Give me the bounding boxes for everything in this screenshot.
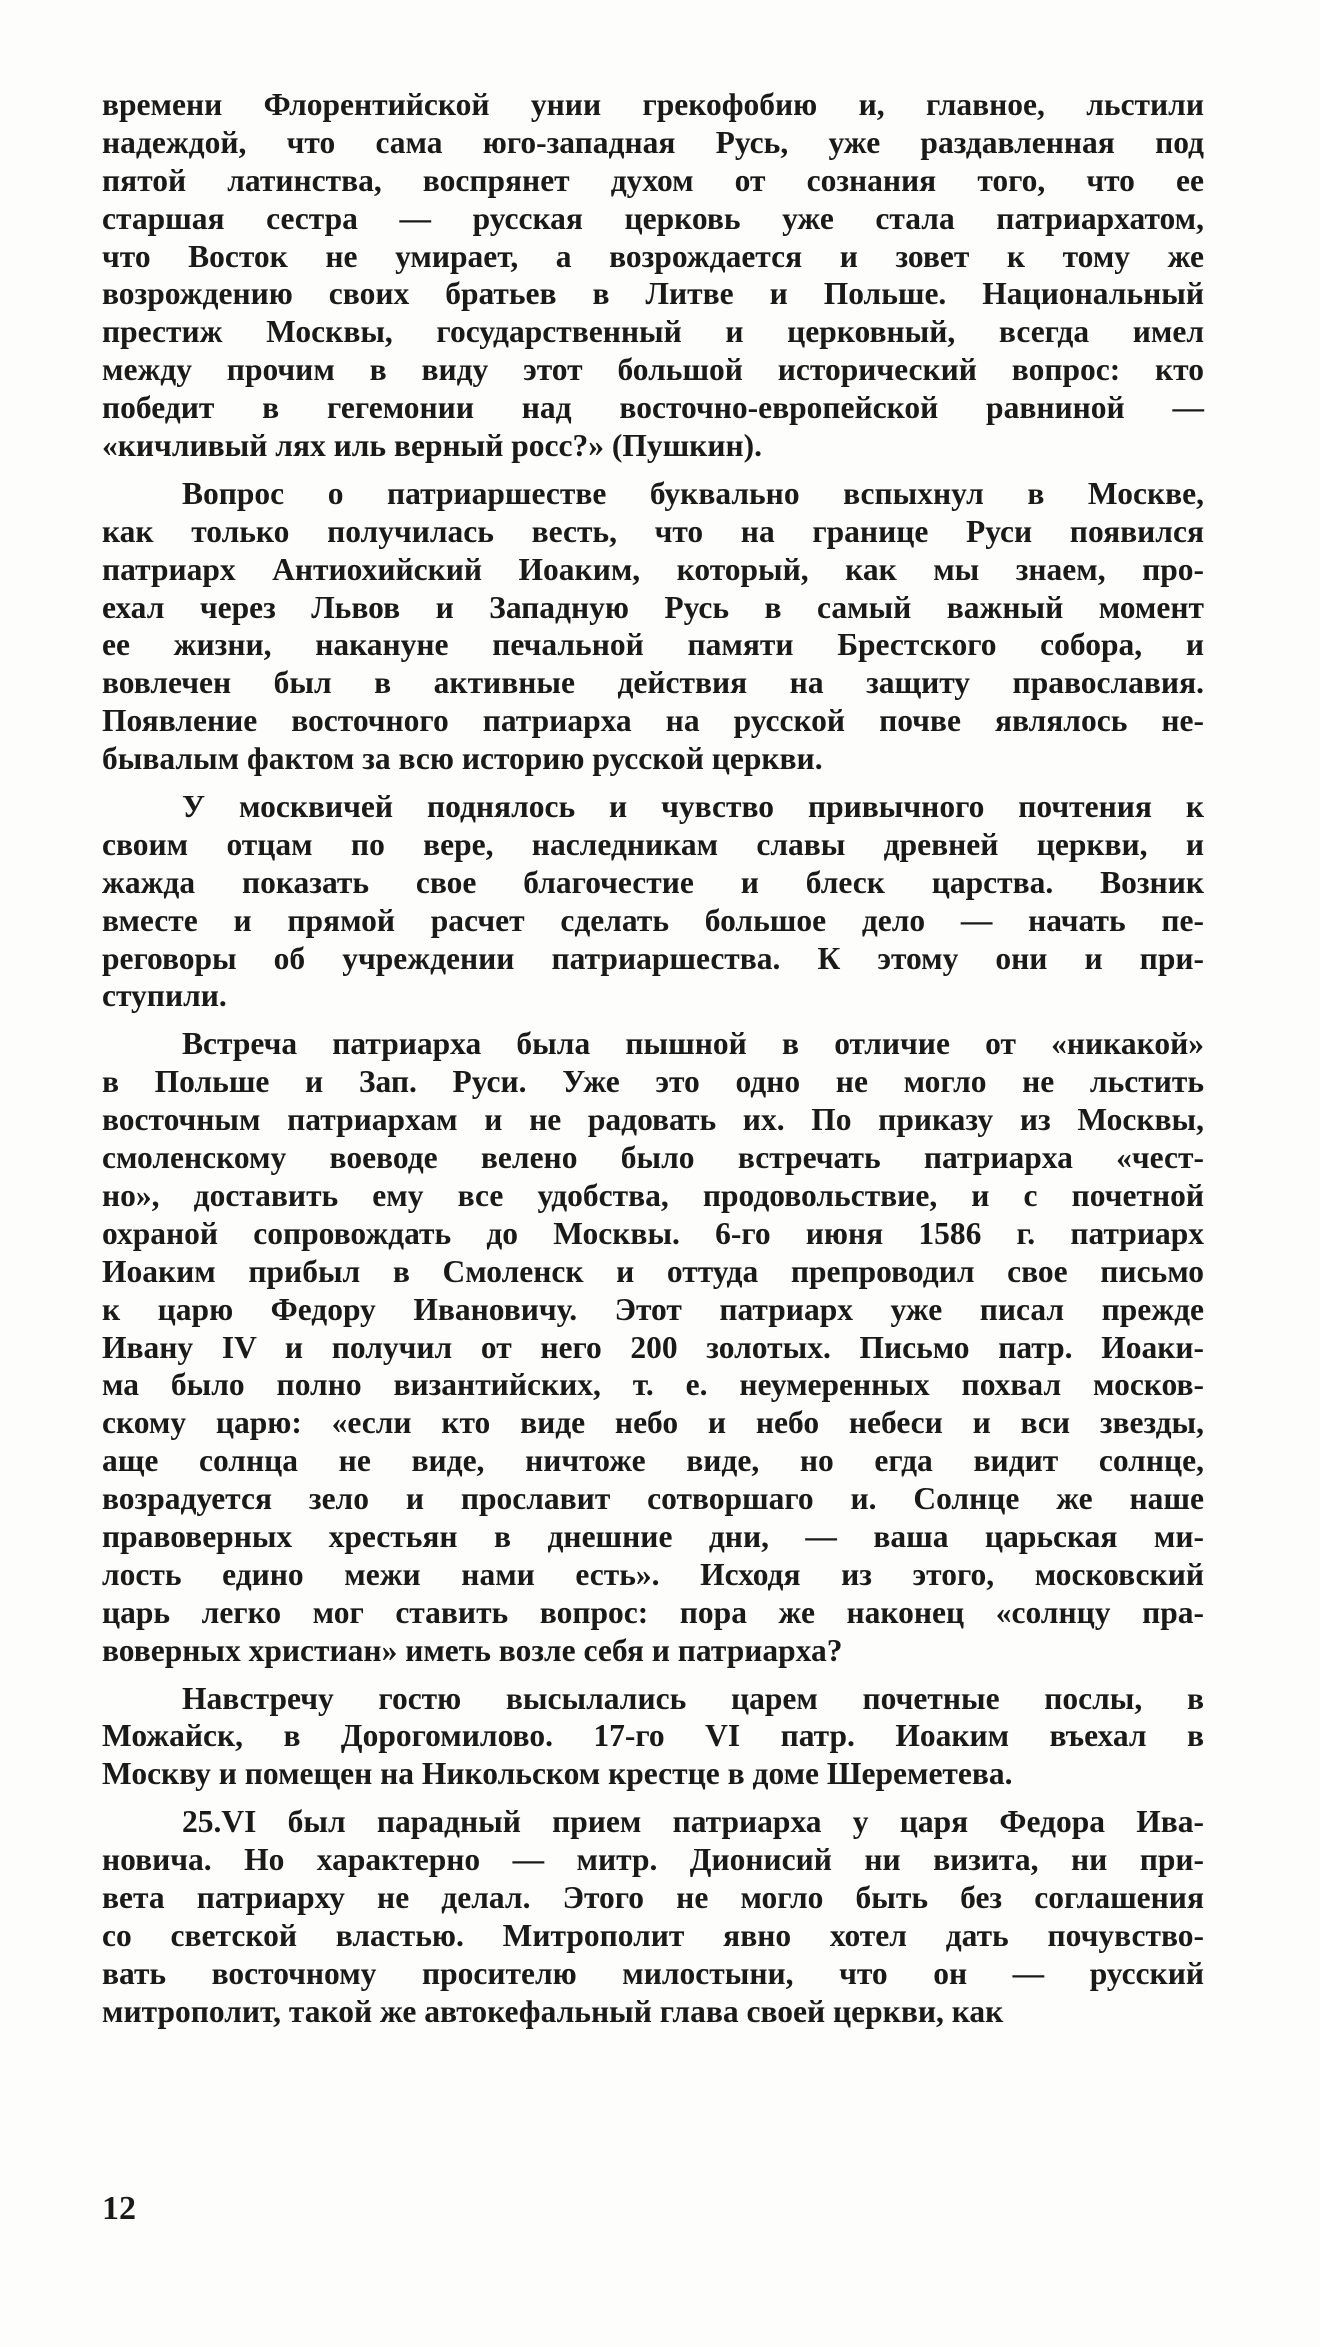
text-line: новича. Но характерно — митр. Дионисий ни визита, ни при-: [102, 1842, 1204, 1878]
text-line: скому царю: «если кто виде небо и небо небеси и вси звезды,: [102, 1405, 1204, 1441]
text-line: ее жизни, накануне печальной памяти Брестского собора, и: [102, 627, 1204, 663]
text-line: возрадуется зело и прославит сотворшаго и. Солнце же наше: [102, 1481, 1204, 1517]
text-line: старшая сестра — русская церковь уже стала патриархатом,: [102, 200, 1204, 236]
page-body-text: [102, 86, 1204, 2031]
text-line: восточным патриархам и не радовать их. По приказу из Москвы,: [102, 1102, 1204, 1138]
paragraph: [102, 86, 1204, 465]
text-line: Ивану IV и получил от него 200 золотых. Письмо патр. Иоаки-: [102, 1329, 1204, 1365]
text-line: что Восток не умирает, а возрождается и зовет к тому же: [102, 238, 1204, 274]
text-line: престиж Москвы, государственный и церковный, всегда имел: [102, 314, 1204, 350]
text-line: между прочим в виду этот большой исторический вопрос: кто: [102, 352, 1204, 388]
text-line: к царю Федору Ивановичу. Этот патриарх уже писал прежде: [102, 1291, 1204, 1327]
paragraph: [102, 1025, 1204, 1669]
text-line: царь легко мог ставить вопрос: пора же наконец «солнцу пра-: [102, 1594, 1204, 1630]
paragraph-gap: [102, 778, 1204, 788]
text-line: ма было полно византийских, т. е. неумеренных похвал москов-: [102, 1367, 1204, 1403]
text-line: воверных христиан» иметь возле себя и патриарха?: [102, 1632, 843, 1668]
paragraph-gap: [102, 1670, 1204, 1680]
text-line: смоленскому воеводе велено было встречать патриарха «чест-: [102, 1140, 1204, 1176]
text-line: митрополит, такой же автокефальный глава своей церкви, как: [102, 1993, 1004, 2029]
paragraph-gap: [102, 465, 1204, 475]
text-line: лость едино межи нами есть». Исходя из этого, московский: [102, 1556, 1204, 1592]
paragraph: [102, 788, 1204, 1015]
paragraph: [102, 1680, 1204, 1794]
text-line: ехал через Львов и Западную Русь в самый важный момент: [102, 589, 1204, 625]
paragraph-gap: [102, 1015, 1204, 1025]
text-line: Можайск, в Дорогомилово. 17-го VI патр. Иоаким въехал в: [102, 1718, 1204, 1754]
text-line: патриарх Антиохийский Иоаким, который, как мы знаем, про-: [102, 551, 1204, 587]
text-line: как только получилась весть, что на границе Руси появился: [102, 513, 1204, 549]
text-line: возрождению своих братьев в Литве и Польше. Национальный: [102, 276, 1204, 312]
text-line: реговоры об учреждении патриаршества. К этому они и при-: [102, 940, 1204, 976]
text-line: времени Флорентийской унии грекофобию и, главное, льстили: [102, 87, 1204, 122]
text-line: в Польше и Зап. Руси. Уже это одно не могло не льстить: [102, 1064, 1204, 1100]
text-line: 25.VI был парадный прием патриарха у царя Федора Ива-: [182, 1804, 1204, 1840]
text-line: Иоаким прибыл в Смоленск и оттуда препроводил свое письмо: [102, 1253, 1204, 1289]
text-line: правоверных хрестьян в днешние дни, — ваша царьская ми-: [102, 1518, 1204, 1554]
text-line: аще солнца не виде, ничтоже виде, но егда видит солнце,: [102, 1443, 1204, 1479]
text-line: Вопрос о патриаршестве буквально вспыхнул в Москве,: [182, 475, 1204, 511]
text-line: вать восточному просителю милостыни, что он — русский: [102, 1955, 1204, 1991]
text-line: Навстречу гостю высылались царем почетные послы, в: [182, 1680, 1204, 1716]
text-line: жажда показать свое благочестие и блеск царства. Возник: [102, 864, 1204, 900]
text-line: Появление восточного патриарха на русской почве являлось не-: [102, 703, 1204, 739]
text-line: своим отцам по вере, наследникам славы древней церкви, и: [102, 826, 1204, 862]
text-line: вовлечен был в активные действия на защиту православия.: [102, 665, 1204, 701]
text-line: надеждой, что сама юго-западная Русь, уже раздавленная под: [102, 124, 1204, 160]
paragraph: [102, 1803, 1204, 2030]
text-line: победит в гегемонии над восточно-европейской равниной —: [102, 390, 1204, 426]
text-line: со светской властью. Митрополит явно хотел дать почувство-: [102, 1917, 1204, 1953]
text-line: вместе и прямой расчет сделать большое дело — начать пе-: [102, 902, 1204, 938]
text-line: Москву и помещен на Никольском крестце в доме Шереметева.: [102, 1756, 1013, 1792]
text-line: вета патриарху не делал. Этого не могло быть без соглашения: [102, 1879, 1204, 1915]
text-line: бывалым фактом за всю историю русской церкви.: [102, 741, 823, 777]
paragraph-gap: [102, 1793, 1204, 1803]
text-line: пятой латинства, воспрянет духом от сознания того, что ее: [102, 162, 1204, 198]
paragraph: [102, 475, 1204, 778]
text-line: У москвичей поднялось и чувство привычного почтения к: [182, 789, 1204, 825]
text-line: ступили.: [102, 978, 227, 1014]
text-line: охраной сопровождать до Москвы. 6-го июня 1586 г. патриарх: [102, 1215, 1204, 1251]
page-number: 12: [102, 2190, 136, 2227]
text-line: но», доставить ему все удобства, продовольствие, и с почетной: [102, 1177, 1204, 1213]
text-line: Встреча патриарха была пышной в отличие от «никакой»: [182, 1026, 1204, 1062]
text-line: «кичливый лях иль верный росс?» (Пушкин).: [102, 428, 762, 464]
